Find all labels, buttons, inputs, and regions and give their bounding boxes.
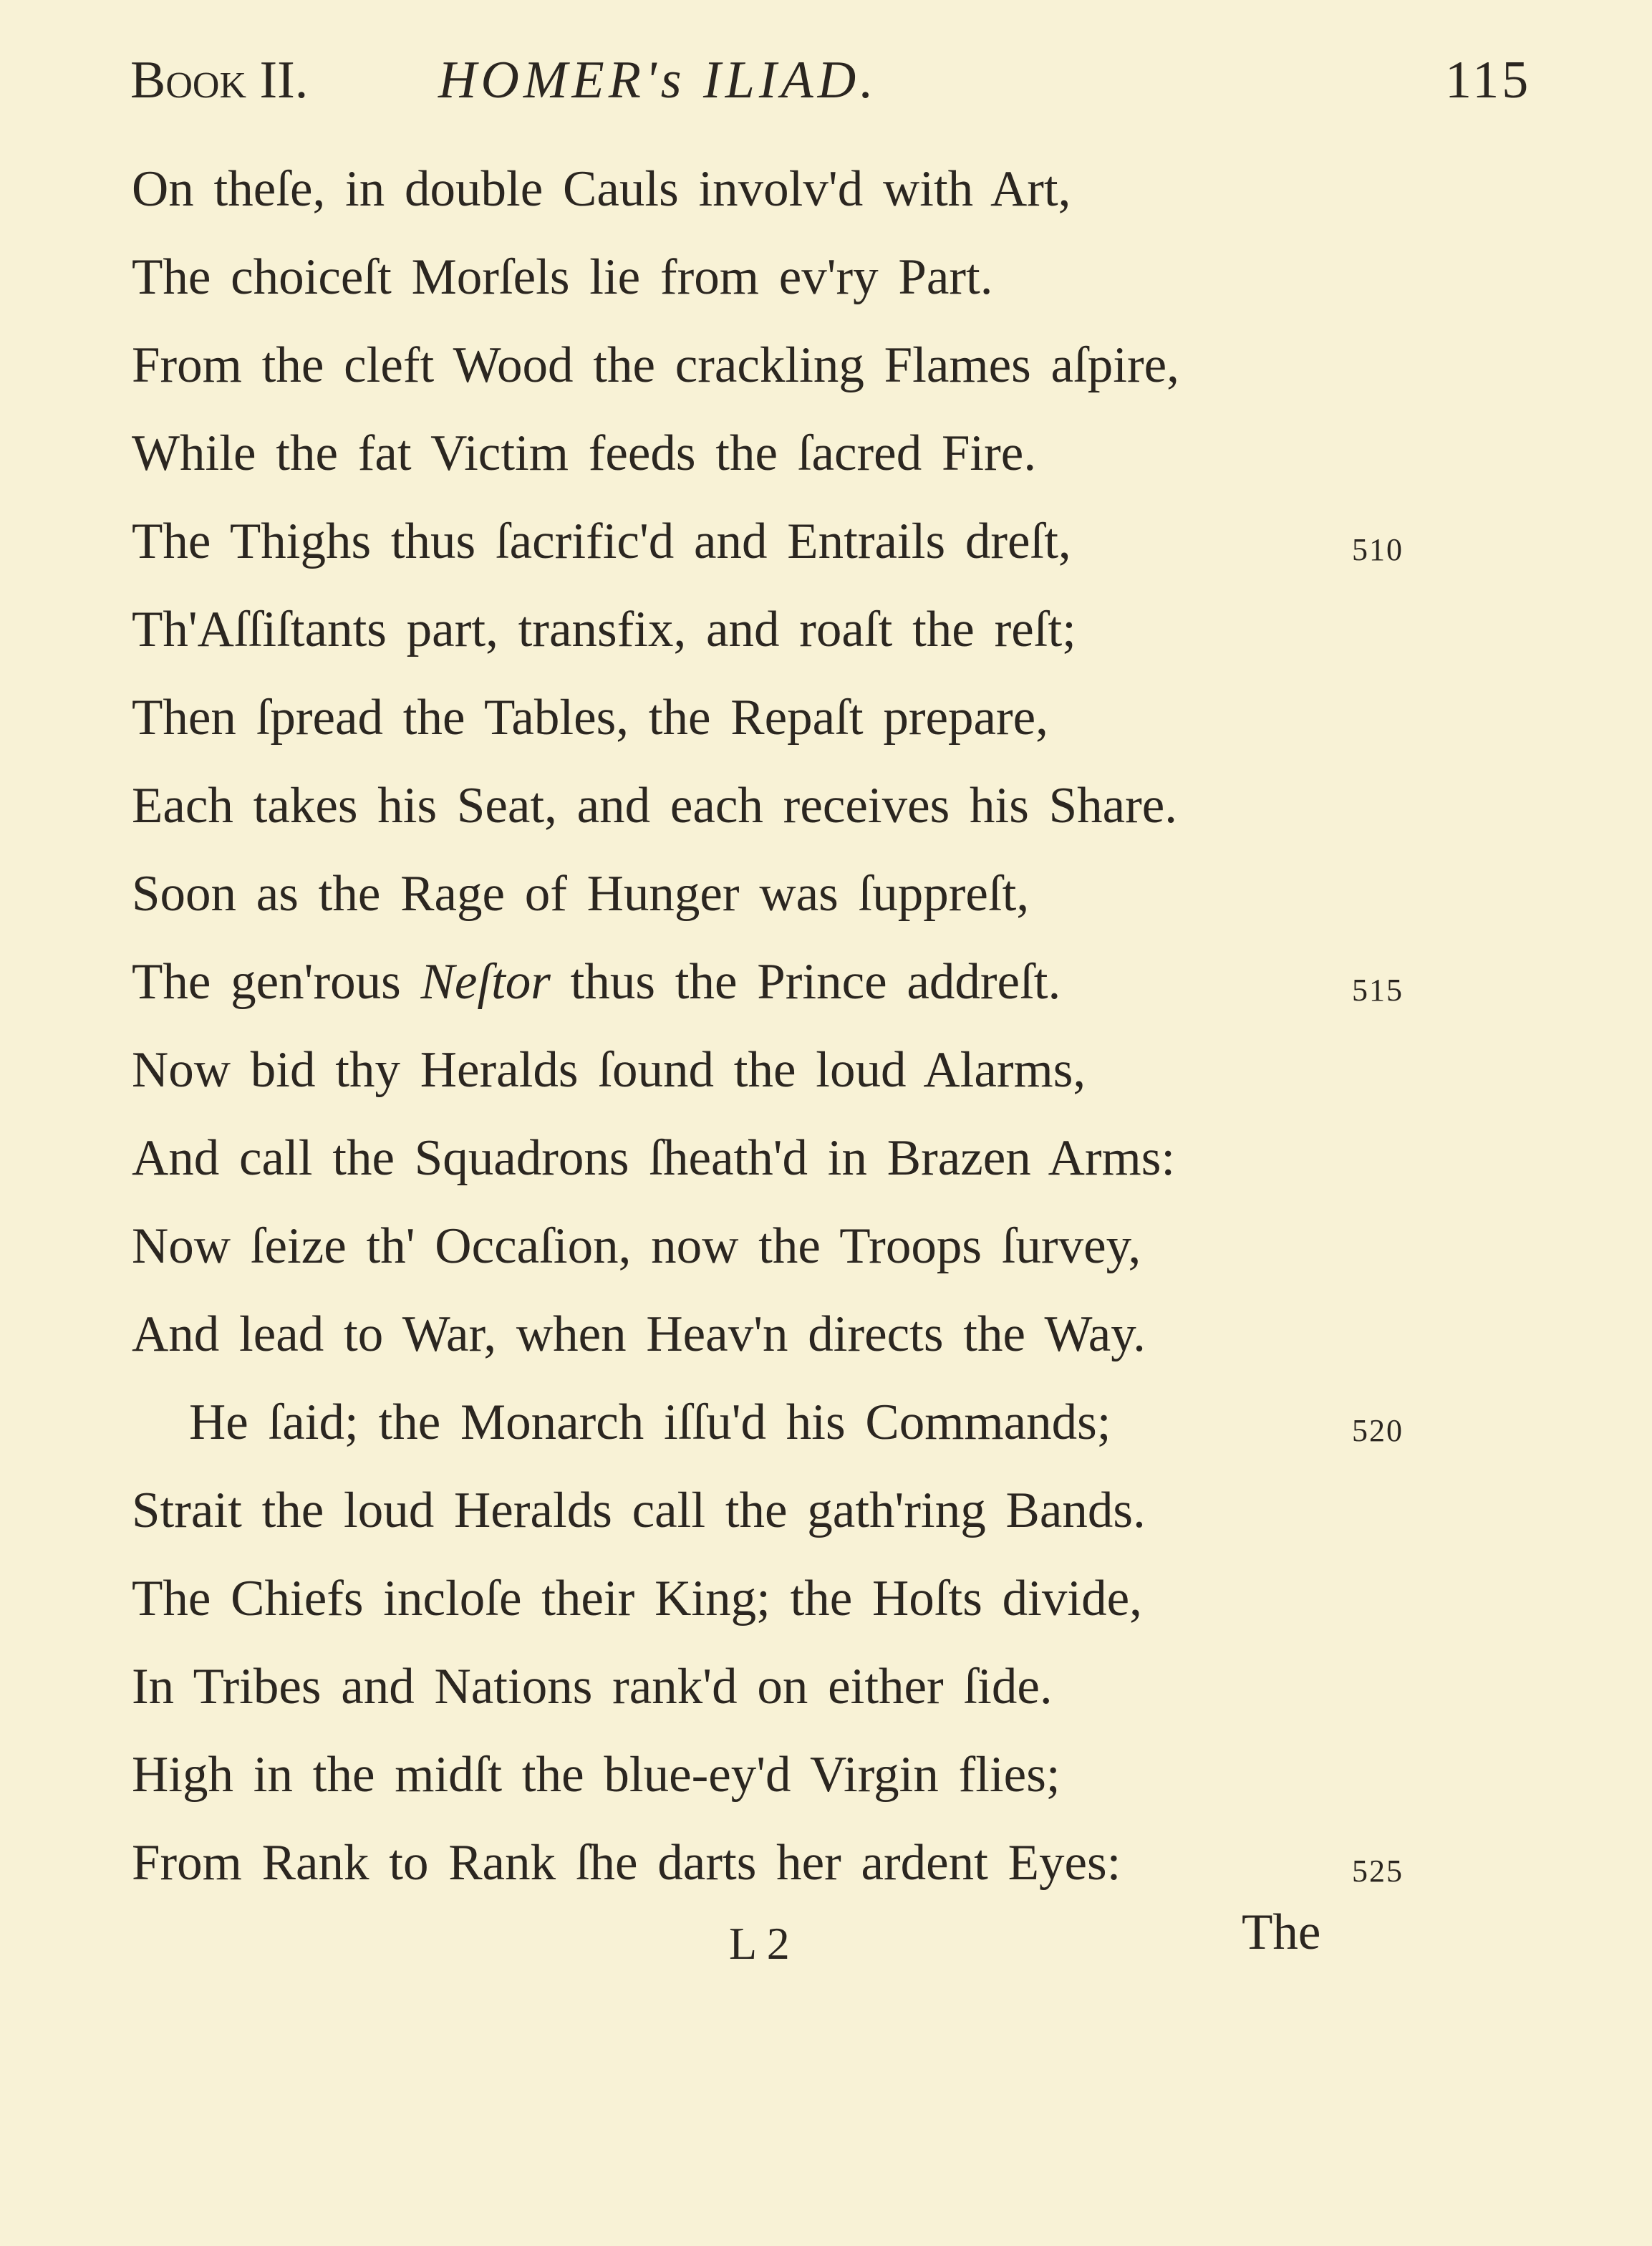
verse-text: thus the Prince addreſt.	[550, 954, 1061, 1010]
line-number: 525	[1352, 1854, 1404, 1889]
line-number: 515	[1352, 973, 1404, 1008]
line-number: 520	[1352, 1413, 1404, 1448]
signature-mark: L 2	[729, 1918, 790, 1969]
verse-line: From the cleft Wood the crackling Flames aſpire,	[132, 337, 1179, 393]
verse-line: From Rank to Rank ſhe darts her ardent Eyes:	[132, 1835, 1121, 1891]
catchword: The	[1242, 1904, 1321, 1960]
verse-line: And lead to War, when Heav'n directs the Way.	[132, 1306, 1146, 1362]
verse-line: And call the Squadrons ſheath'd in Brazen Arms:	[132, 1130, 1176, 1186]
verse-line	[132, 946, 1061, 1018]
line-number: 510	[1352, 532, 1404, 567]
verse-line: In Tribes and Nations rank'd on either ſide.	[132, 1659, 1053, 1715]
verse-line: The Chiefs incloſe their King; the Hoſts divide,	[132, 1571, 1142, 1626]
verse-line: Now bid thy Heralds ſound the loud Alarms,	[132, 1042, 1086, 1098]
verse-text: The gen'rous	[132, 954, 421, 1010]
verse-line: The choiceſt Morſels lie from ev'ry Part.	[132, 249, 993, 305]
verse-line: Strait the loud Heralds call the gath'ring Bands.	[132, 1483, 1146, 1538]
running-head-title: HOMER's ILIAD.	[438, 51, 878, 110]
page-number: 115	[1445, 51, 1532, 110]
verse-line: He ſaid; the Monarch iſſu'd his Commands;	[189, 1394, 1111, 1450]
verse-line: Th'Aſſiſtants part, transfix, and roaſt the reſt;	[132, 602, 1076, 657]
italic-name: Neſtor	[420, 954, 551, 1010]
verse-line: Soon as the Rage of Hunger was ſuppreſt,	[132, 866, 1030, 922]
verse-line: Now ſeize th' Occaſion, now the Troops ſurvey,	[132, 1218, 1141, 1274]
verse-line: Each takes his Seat, and each receives his Share.	[132, 778, 1177, 834]
verse-line: While the fat Victim feeds the ſacred Fire.	[132, 425, 1037, 481]
verse-line: On theſe, in double Cauls involv'd with Art,	[132, 161, 1071, 217]
verse-line: Then ſpread the Tables, the Repaſt prepare,	[132, 690, 1048, 746]
running-head-book: Book II.	[130, 51, 309, 110]
verse-line: High in the midſt the blue-ey'd Virgin flies;	[132, 1747, 1061, 1803]
verse-line: The Thighs thus ſacrific'd and Entrails dreſt,	[132, 514, 1071, 569]
